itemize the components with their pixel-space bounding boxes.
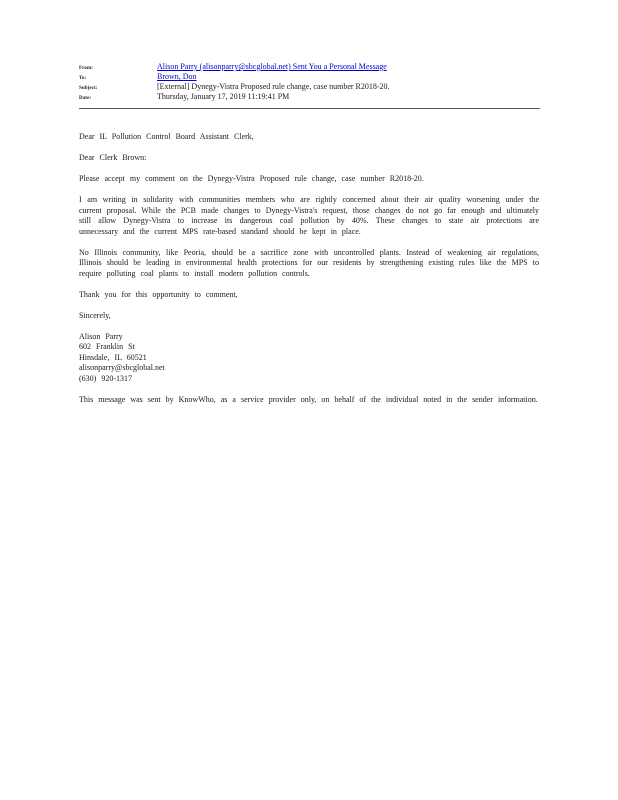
signature-name: Alison Parry bbox=[79, 331, 123, 341]
paragraph-request: Please accept my comment on the Dynegy-Vistra Proposed rule change, case number R2018-20. bbox=[79, 174, 424, 183]
to-label: To: bbox=[79, 76, 87, 81]
email-body bbox=[79, 132, 544, 416]
subject-row bbox=[79, 82, 539, 92]
from-row bbox=[79, 62, 539, 72]
date-label: Date: bbox=[79, 96, 92, 101]
signature-city: Hinsdale, IL 60521 bbox=[79, 352, 147, 362]
salutation-clerk: Dear Clerk Brown: bbox=[79, 153, 147, 162]
subject-label: Subject: bbox=[79, 86, 98, 91]
to-recipient-link[interactable]: Brown, Don bbox=[157, 72, 197, 81]
email-header bbox=[79, 62, 539, 102]
footer-notice: This message was sent by KnowWho, as a service provider only, on behalf of the individual noted in the sender information. bbox=[79, 394, 538, 404]
subject-value: [External] Dynegy-Vistra Proposed rule change, case number R2018-20. bbox=[157, 82, 390, 91]
paragraph-solidarity: I am writing in solidarity with communities members who are rightly concerned about their air quality worsening under the current proposal. While the PCB made changes to Dynegy-Vistra's request, those changes do not go far enough and ultimately still allow Dynegy-Vistra to increase its dangerous coal pollution by 40%. These changes to state air protections are unnecessary and the current MPS rate-based standard should be kept in place. bbox=[79, 195, 544, 236]
date-row bbox=[79, 92, 539, 102]
signature-phone: (630) 920-1317 bbox=[79, 373, 132, 383]
signature-block bbox=[79, 332, 539, 385]
date-value: Thursday, January 17, 2019 11:19:41 PM bbox=[157, 92, 290, 101]
from-sender-link[interactable]: Alison Parry (alisonparry@sbcglobal.net) Sent You a Personal Message bbox=[157, 62, 387, 71]
closing: Sincerely, bbox=[79, 310, 111, 320]
from-label: From: bbox=[79, 66, 94, 71]
header-divider bbox=[79, 108, 540, 109]
salutation-board: Dear IL Pollution Control Board Assistant Clerk, bbox=[79, 132, 254, 141]
paragraph-illinois: No Illinois community, like Peoria, should be a sacrifice zone with uncontrolled plants. Instead of weakening air regulations, Illinois should be leading in environmental health protections for our residents by strengthening existing rules like the MPS to require polluting coal plants to install modern pollution controls. bbox=[79, 247, 544, 278]
to-row bbox=[79, 72, 539, 82]
paragraph-thanks: Thank you for this opportunity to comment, bbox=[79, 289, 238, 299]
signature-street: 602 Franklin St bbox=[79, 342, 135, 351]
signature-email: alisonparry@sbcglobal.net bbox=[79, 363, 165, 372]
